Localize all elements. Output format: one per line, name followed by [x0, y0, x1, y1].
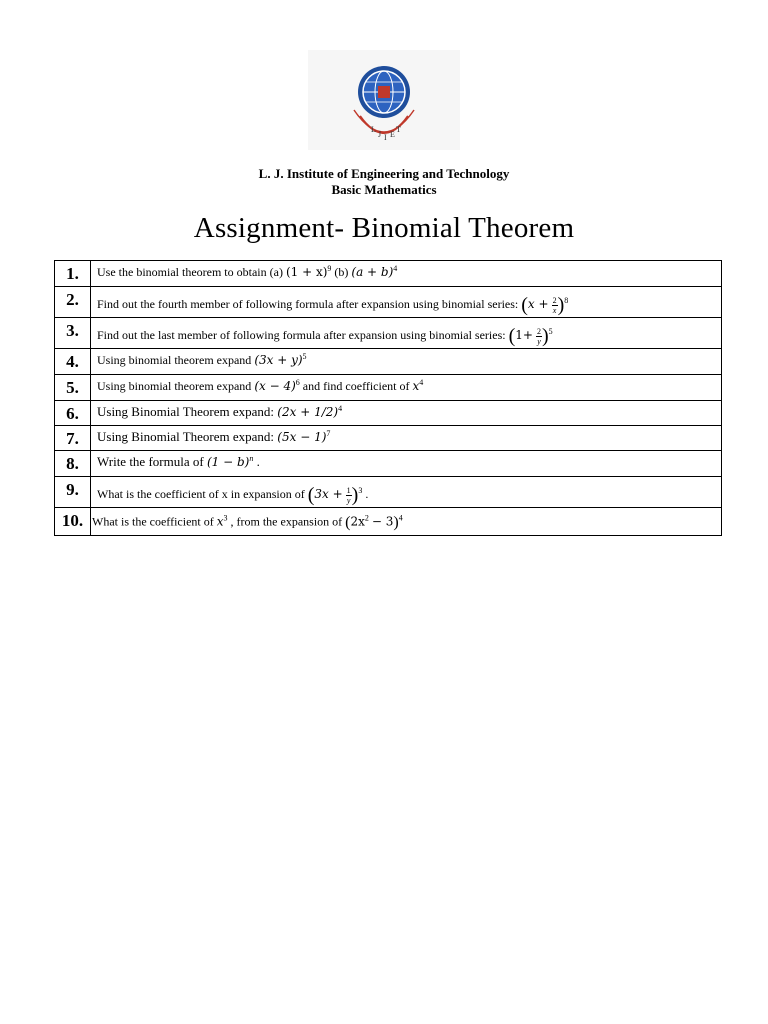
question-row [55, 477, 722, 508]
question-row [55, 451, 722, 477]
svg-text:L: L [371, 125, 376, 134]
questions-table [54, 260, 722, 536]
institute-logo [308, 50, 460, 150]
question-number: 5. [55, 375, 91, 401]
question-text: Use the binomial theorem to obtain (a) $(1 + x)^9$ (b) $(a + b)^4$ [91, 261, 722, 287]
question-number: 7. [55, 426, 91, 451]
question-number: 6. [55, 401, 91, 426]
question-text: What is the coefficient of x in expansion of (3x + $\frac{1}{y}$ )$^3$ . [91, 477, 722, 508]
question-number: 2. [55, 287, 91, 318]
question-text: What is the coefficient of $x^3$ , from the expansion of $(2x^2 - 3)^4$ [91, 508, 722, 536]
question-text: Using binomial theorem expand $(x - 4)^6$ and find coefficient of $x^4$ [91, 375, 722, 401]
question-text: Find out the fourth member of following formula after expansion using binomial series: (x + $\frac{2}{x}$ )$^8$ [91, 287, 722, 318]
question-text: Using binomial theorem expand $(3x + y)^5$ [91, 349, 722, 375]
question-number: 8. [55, 451, 91, 477]
question-row [55, 287, 722, 318]
question-row [55, 261, 722, 287]
question-row [55, 318, 722, 349]
svg-text:T: T [396, 125, 401, 134]
question-row [55, 375, 722, 401]
question-number: 3. [55, 318, 91, 349]
institute-name: L. J. Institute of Engineering and Technology [258, 166, 510, 181]
question-row [55, 508, 722, 536]
question-text: Write the formula of $(1 - b)^n$ . [91, 451, 722, 477]
question-row [55, 349, 722, 375]
question-text: Find out the last member of following formula after expansion using binomial series: (1+ $\frac{2}{y}$ )$^5$ [91, 318, 722, 349]
question-row [55, 426, 722, 451]
question-text: Using Binomial Theorem expand: $(2x + 1/2)^4$ [91, 401, 722, 426]
svg-text:J: J [378, 130, 382, 139]
svg-text:E: E [390, 130, 395, 139]
question-row [55, 401, 722, 426]
question-number: 10. [55, 508, 91, 536]
subject-name: Basic Mathematics [331, 182, 437, 197]
question-number: 9. [55, 477, 91, 508]
question-number: 4. [55, 349, 91, 375]
page-title: Assignment- Binomial Theorem [193, 212, 575, 244]
question-text: Using Binomial Theorem expand: $(5x - 1)^7$ [91, 426, 722, 451]
question-number: 1. [55, 261, 91, 287]
svg-text:I: I [384, 133, 387, 142]
